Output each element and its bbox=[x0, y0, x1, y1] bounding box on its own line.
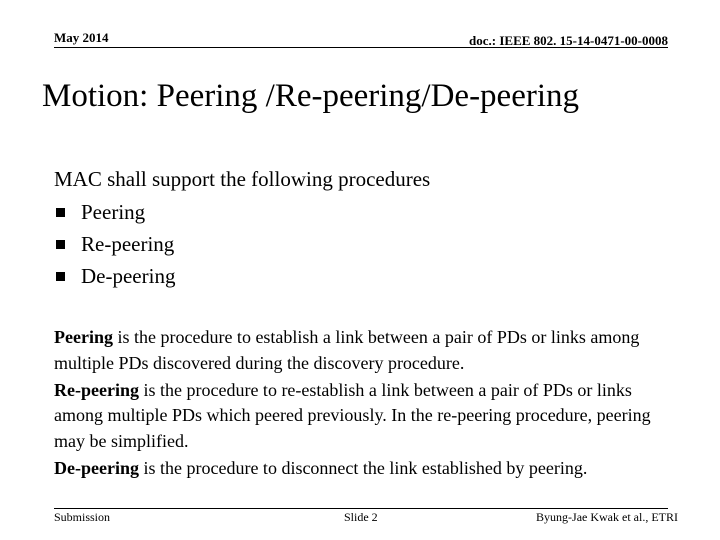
definition-term: Re-peering bbox=[54, 379, 139, 400]
list-item-label: Re-peering bbox=[81, 232, 175, 256]
header-divider bbox=[54, 47, 668, 48]
definition-de-peering bbox=[54, 456, 666, 482]
square-bullet-icon bbox=[56, 272, 65, 281]
definition-text: is the procedure to disconnect the link established by peering. bbox=[138, 457, 588, 478]
header-date: May 2014 bbox=[54, 30, 109, 45]
header-doc-id: doc.: IEEE 802. 15-14-0471-00-0008 bbox=[469, 33, 668, 48]
slide-title: Motion: Peering /Re-peering/De-peering bbox=[42, 78, 580, 114]
definition-text: is the procedure to re-establish a link between a pair of PDs or links among multiple PDs which peered previously. In the re-peering procedure, peering may be simplified. bbox=[54, 379, 651, 451]
intro-text: MAC shall support the following procedures bbox=[54, 167, 431, 191]
square-bullet-icon bbox=[56, 240, 65, 249]
definitions-block bbox=[54, 325, 666, 483]
list-item-label: Peering bbox=[81, 200, 146, 224]
definition-peering bbox=[54, 325, 666, 376]
list-item bbox=[54, 260, 175, 292]
footer-divider bbox=[54, 508, 668, 509]
list-item-label: De-peering bbox=[81, 264, 176, 288]
definition-term: Peering bbox=[54, 327, 113, 347]
procedure-list bbox=[54, 196, 175, 292]
definition-re-peering bbox=[54, 378, 666, 455]
list-item bbox=[54, 228, 175, 260]
footer-author: Byung-Jae Kwak et al., ETRI bbox=[536, 510, 678, 524]
footer-submission: Submission bbox=[54, 510, 111, 524]
list-item bbox=[54, 196, 175, 228]
footer-slide-number: Slide 2 bbox=[344, 510, 378, 524]
definition-term: De-peering bbox=[54, 457, 139, 478]
definition-text: is the procedure to establish a link between a pair of PDs or links among multiple PDs discovered during the discovery procedure. bbox=[54, 327, 640, 373]
square-bullet-icon bbox=[56, 208, 65, 217]
